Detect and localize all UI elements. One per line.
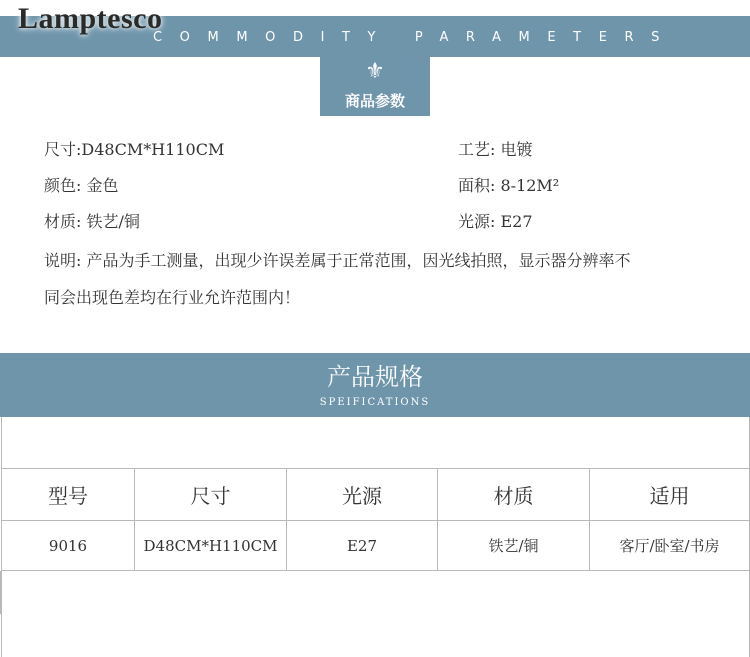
specifications-title: 产品规格 — [327, 363, 423, 391]
specifications-subtitle: SPEIFICATIONS — [319, 397, 431, 408]
section-badge — [320, 57, 430, 116]
spec-header-usage: 适用 — [590, 469, 750, 521]
fleur-de-lis-icon: ⚜ — [365, 59, 385, 84]
param-light-source: 光源: E27 — [458, 212, 533, 231]
param-area: 面积: 8-12M² — [458, 176, 560, 195]
param-size: 尺寸:D48CM*H110CM — [44, 140, 225, 159]
param-color: 颜色: 金色 — [44, 176, 119, 195]
commodity-parameters-title: COMMODITY PARAMETERS — [153, 30, 678, 45]
spec-header-model: 型号 — [2, 469, 135, 521]
spec-cell-model: 9016 — [2, 521, 135, 571]
section-badge-title: 商品参数 — [344, 92, 405, 110]
spec-table-bottom — [0, 571, 750, 614]
spec-table-header-row — [2, 469, 750, 521]
spec-table — [1, 468, 750, 571]
brand-logo: Lamptesco — [18, 2, 163, 35]
param-note — [44, 242, 724, 316]
table-row — [2, 521, 750, 571]
param-craft: 工艺: 电镀 — [458, 140, 533, 159]
param-note-line-2: 同会出现色差均在行业允许范围内！ — [44, 288, 301, 307]
spec-header-light-source: 光源 — [287, 469, 438, 521]
param-note-line-1: 说明: 产品为手工测量，出现少许误差属于正常范围，因光线拍照，显示器分辨率不 — [44, 251, 631, 270]
spec-cell-light-source: E27 — [287, 521, 438, 571]
spec-cell-material: 铁艺/铜 — [438, 521, 590, 571]
spec-header-material: 材质 — [438, 469, 590, 521]
spec-cell-usage: 客厅/卧室/书房 — [590, 521, 750, 571]
param-material: 材质: 铁艺/铜 — [44, 212, 140, 231]
spec-cell-size: D48CM*H110CM — [135, 521, 287, 571]
specifications-banner — [0, 353, 750, 417]
spec-header-size: 尺寸 — [135, 469, 287, 521]
